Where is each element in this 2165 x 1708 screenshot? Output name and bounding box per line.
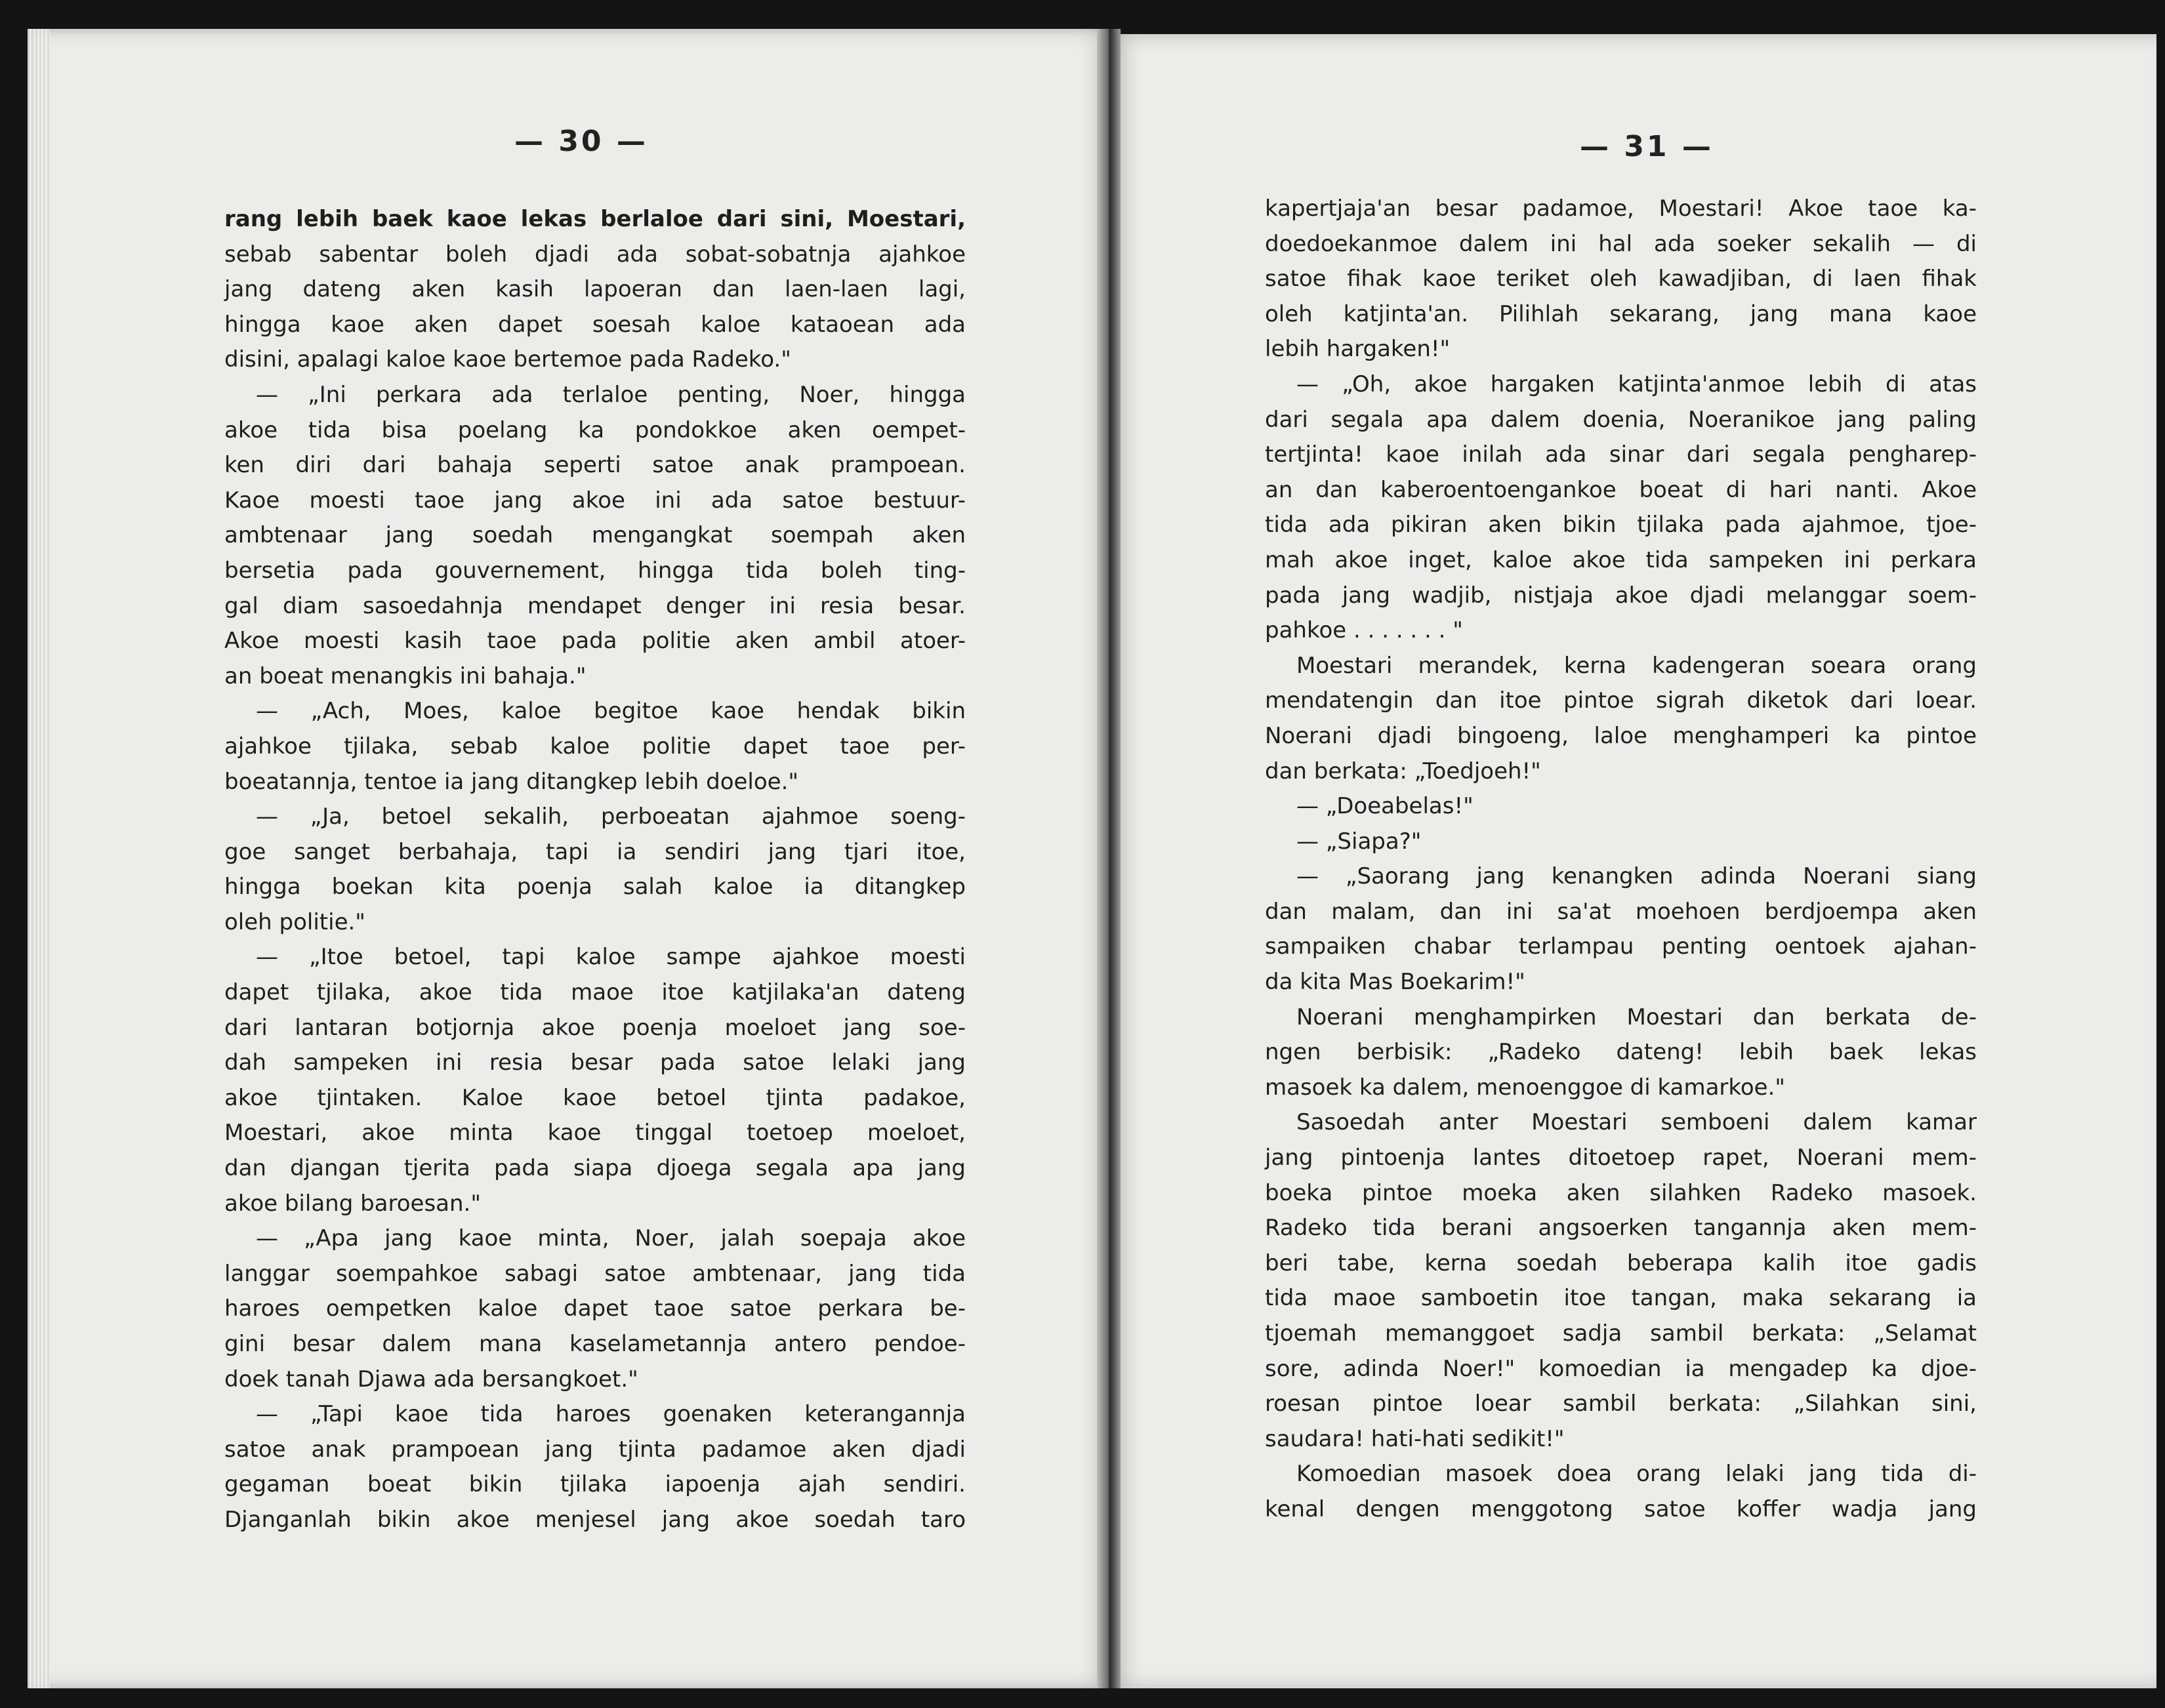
text-line: jang dateng aken kasih lapoeran dan laen-laen lagi,	[224, 276, 966, 303]
text-line: — „Ini perkara ada terlaloe penting, Noer, hingga	[256, 381, 966, 408]
text-line: — „Tapi kaoe tida haroes goenaken keterangannja	[256, 1401, 966, 1428]
text-line: sebab sabentar boleh djadi ada sobat-sobatnja ajahkoe	[224, 241, 966, 268]
right-page	[1110, 34, 2156, 1688]
text-line: rang lebih baek kaoe lekas berlaloe dari sini, Moestari,	[224, 206, 966, 232]
text-line: tertjinta! kaoe inilah ada sinar dari segala pengharep-	[1265, 441, 1977, 468]
text-line: pada jang wadjib, nistjaja akoe djadi melanggar soem-	[1265, 582, 1977, 609]
text-line: gal diam sasoedahnja mendapet denger ini resia besar.	[224, 592, 966, 619]
text-line: Kaoe moesti taoe jang akoe ini ada satoe bestuur-	[224, 487, 966, 514]
text-line: satoe fihak kaoe teriket oleh kawadjiban, di laen fihak	[1265, 266, 1977, 293]
text-line: akoe bilang baroesan."	[224, 1190, 481, 1217]
page-number: — 30 —	[514, 125, 648, 158]
text-line: sampaiken chabar terlampau penting oentoek ajahan-	[1265, 933, 1977, 960]
text-line: Radeko tida berani angsoerken tangannja aken mem-	[1265, 1215, 1977, 1242]
text-line: boeatannja, tentoe ia jang ditangkep lebih doeloe."	[224, 768, 799, 795]
text-line: Moestari merandek, kerna kadengeran soeara orang	[1296, 652, 1977, 679]
text-line: doedoekanmoe dalem ini hal ada soeker sekalih — di	[1265, 230, 1977, 257]
text-line: gini besar dalem mana kaselametannja antero pendoe-	[224, 1331, 966, 1357]
text-line: dari lantaran botjornja akoe poenja moeloet jang soe-	[224, 1014, 966, 1041]
text-line: beri tabe, kerna soedah beberapa kalih itoe gadis	[1265, 1250, 1977, 1276]
text-line: tida maoe samboetin itoe tangan, maka sekarang ia	[1265, 1285, 1977, 1312]
text-line: — „Saorang jang kenangken adinda Noerani siang	[1296, 863, 1977, 890]
text-line: Sasoedah anter Moestari semboeni dalem kamar	[1296, 1109, 1977, 1136]
text-line: dan djangan tjerita pada siapa djoega segala apa jang	[224, 1155, 966, 1182]
text-line: ajahkoe tjilaka, sebab kaloe politie dapet taoe per-	[224, 733, 966, 760]
text-line: hingga kaoe aken dapet soesah kaloe kataoean ada	[224, 311, 966, 338]
text-line: gegaman boeat bikin tjilaka iapoenja ajah sendiri.	[224, 1471, 966, 1498]
text-line: da kita Mas Boekarim!"	[1265, 969, 1525, 996]
text-line: mendatengin dan itoe pintoe sigrah diketok dari loear.	[1265, 687, 1977, 714]
text-line: an boeat menangkis ini bahaja."	[224, 662, 587, 689]
left-page	[28, 29, 1110, 1688]
text-line: roesan pintoe loear sambil berkata: „Silahkan sini,	[1265, 1391, 1977, 1417]
text-line: oleh politie."	[224, 908, 365, 935]
text-line: langgar soempahkoe sabagi satoe ambtenaar, jang tida	[224, 1260, 966, 1287]
text-line: boeka pintoe moeka aken silahken Radeko masoek.	[1265, 1179, 1977, 1206]
text-line: mah akoe inget, kaloe akoe tida sampeken ini perkara	[1265, 546, 1977, 573]
text-line: goe sanget berbahaja, tapi ia sendiri jang tjari itoe,	[224, 838, 966, 865]
text-line: — „Itoe betoel, tapi kaloe sampe ajahkoe moesti	[256, 944, 966, 971]
text-line: Moestari, akoe minta kaoe tinggal toetoep moeloet,	[224, 1120, 966, 1147]
text-line: kapertjaja'an besar padamoe, Moestari! Akoe taoe ka-	[1265, 195, 1977, 222]
text-line: masoek ka dalem, menoenggoe di kamarkoe."	[1265, 1074, 1786, 1101]
text-line: akoe tjintaken. Kaloe kaoe betoel tjinta padakoe,	[224, 1084, 966, 1111]
text-line: ngen berbisik: „Radeko dateng! lebih baek lekas	[1265, 1039, 1977, 1066]
text-line: — „Ja, betoel sekalih, perboeatan ajahmoe soeng-	[256, 803, 966, 830]
right-page-text	[1265, 192, 1977, 1528]
text-line: tjoemah memanggoet sadja sambil berkata: „Selamat	[1265, 1320, 1977, 1347]
text-line: pahkoe . . . . . . . "	[1265, 617, 1463, 644]
text-line: — „Oh, akoe hargaken katjinta'anmoe lebih di atas	[1296, 371, 1977, 397]
text-line: dan berkata: „Toedjoeh!"	[1265, 758, 1541, 784]
text-line: oleh katjinta'an. Pilihlah sekarang, jang mana kaoe	[1265, 300, 1977, 327]
text-line: an dan kaberoentoengankoe boeat di hari nanti. Akoe	[1265, 476, 1977, 503]
book-gutter	[1097, 29, 1121, 1688]
page-number: — 31 —	[1580, 130, 1714, 163]
text-line: hingga boekan kita poenja salah kaloe ia ditangkep	[224, 874, 966, 901]
text-line: Akoe moesti kasih taoe pada politie aken ambil atoer-	[224, 628, 966, 655]
text-line: Djanganlah bikin akoe menjesel jang akoe soedah taro	[224, 1506, 966, 1533]
text-line: ambtenaar jang soedah mengangkat soempah aken	[224, 522, 966, 549]
text-line: Noerani menghampirken Moestari dan berkata de-	[1296, 1004, 1977, 1030]
text-line: jang pintoenja lantes ditoetoep rapet, Noerani mem-	[1265, 1145, 1977, 1171]
text-line: kenal dengen menggotong satoe koffer wadja jang	[1265, 1495, 1977, 1522]
text-line: — „Ach, Moes, kaloe begitoe kaoe hendak bikin	[256, 698, 966, 725]
text-line: lebih hargaken!"	[1265, 336, 1451, 363]
text-line: doek tanah Djawa ada bersangkoet."	[224, 1366, 638, 1393]
text-line: — „Doeabelas!"	[1296, 793, 1474, 820]
text-line: — „Siapa?"	[1296, 828, 1422, 855]
text-line: — „Apa jang kaoe minta, Noer, jalah soepaja akoe	[256, 1225, 966, 1252]
text-line: ken diri dari bahaja seperti satoe anak prampoean.	[224, 452, 966, 479]
text-line: bersetia pada gouvernement, hingga tida boleh ting-	[224, 557, 966, 584]
text-line: dapet tjilaka, akoe tida maoe itoe katjilaka'an dateng	[224, 979, 966, 1006]
text-line: sore, adinda Noer!" komoedian ia mengadep ka djoe-	[1265, 1355, 1977, 1382]
text-line: dari segala apa dalem doenia, Noeranikoe jang paling	[1265, 406, 1977, 433]
left-page-text	[224, 202, 966, 1538]
text-line: satoe anak prampoean jang tjinta padamoe aken djadi	[224, 1436, 966, 1463]
text-line: saudara! hati-hati sedikit!"	[1265, 1425, 1565, 1452]
text-line: Komoedian masoek doea orang lelaki jang tida di-	[1296, 1461, 1977, 1488]
text-line: tida ada pikiran aken bikin tjilaka pada ajahmoe, tjoe-	[1265, 512, 1977, 539]
text-line: disini, apalagi kaloe kaoe bertemoe pada Radeko."	[224, 346, 791, 373]
text-line: haroes oempetken kaloe dapet taoe satoe perkara be-	[224, 1295, 966, 1322]
text-line: Noerani djadi bingoeng, laloe menghamperi ka pintoe	[1265, 722, 1977, 749]
text-line: akoe tida bisa poelang ka pondokkoe aken oempet-	[224, 417, 966, 443]
text-line: dah sampeken ini resia besar pada satoe lelaki jang	[224, 1049, 966, 1076]
text-line: dan malam, dan ini sa'at moehoen berdjoempa aken	[1265, 898, 1977, 925]
